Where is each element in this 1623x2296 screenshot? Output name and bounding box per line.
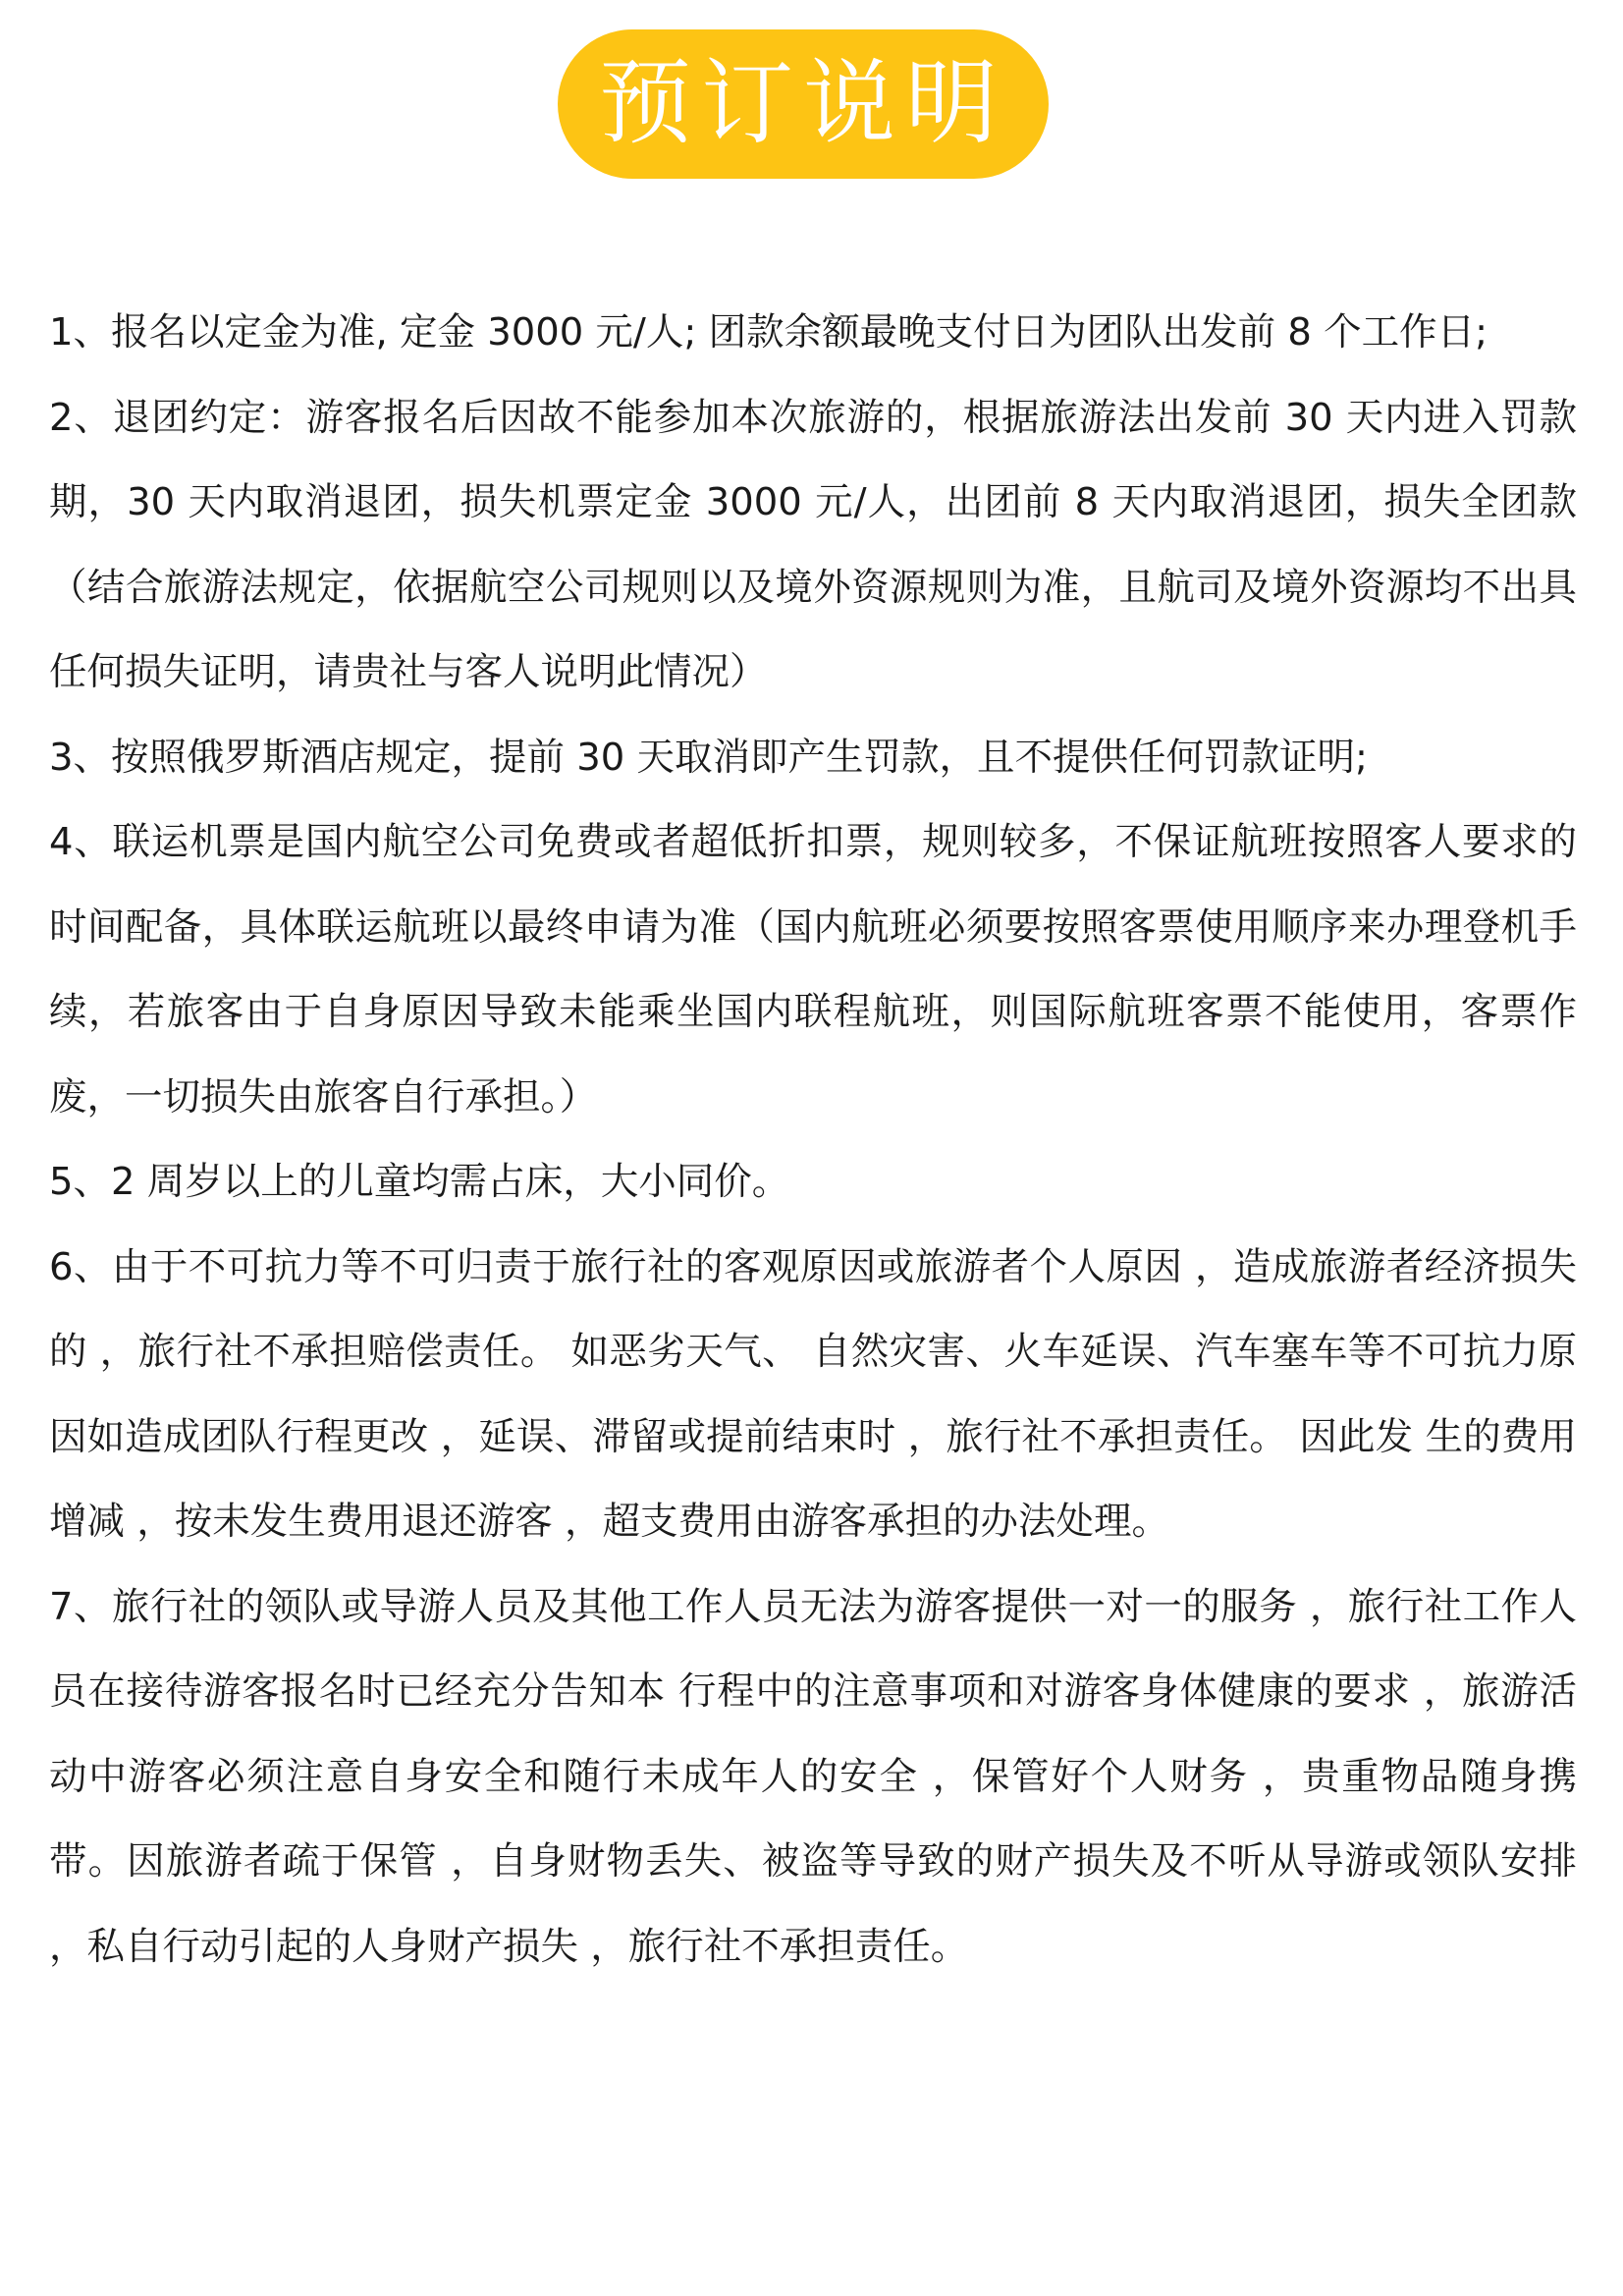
- page-title: 预订说明: [598, 50, 1007, 157]
- note-item-4: 4、联运机票是国内航空公司免费或者超低折扣票，规则较多，不保证航班按照客人要求的时间配备，具体联运航班以最终申请为准（国内航班必须要按照客票使用顺序来办理登机手续，若旅客由于自身原因导致未能乘坐国内联程航班，则国际航班客票不能使用，客票作废，一切损失由旅客自行承担。）: [49, 820, 1577, 1120]
- note-item-1: 1、报名以定金为准, 定金 3000 元/人; 团款余额最晚支付日为团队出发前 8 个工作日;: [49, 310, 1488, 355]
- note-item-2: 2、退团约定：游客报名后因故不能参加本次旅游的，根据旅游法出发前 30 天内进入罚款期，30 天内取消退团，损失机票定金 3000 元/人，出团前 8 天内取消退团，损失全团款（结合旅游法规定，依据航空公司规则以及境外资源规则为准，且航司及境外资源均不出具任何损失证明，请贵社与客人说明此情况）: [49, 395, 1577, 694]
- title-badge: [558, 29, 1049, 179]
- note-item-3: 3、按照俄罗斯酒店规定，提前 30 天取消即产生罚款，且不提供任何罚款证明;: [49, 735, 1368, 780]
- note-item-6: 6、由于不可抗力等不可归责于旅行社的客观原因或旅游者个人原因 ，造成旅游者经济损失的 ，旅行社不承担赔偿责任。 如恶劣天气、 自然灾害、火车延误、汽车塞车等不可抗力原因如造成团队行程更改 ，延误、滞留或提前结束时 ，旅行社不承担责任。 因此发 生的费用增减 ，按未发生费用退还游客 ，超支费用由游客承担的办法处理。: [49, 1244, 1577, 1544]
- note-item-7: 7、旅行社的领队或导游人员及其他工作人员无法为游客提供一对一的服务 ，旅行社工作人员在接待游客报名时已经充分告知本 行程中的注意事项和对游客身体健康的要求 ，旅游活动中游客必须注意自身安全和随行未成年人的安全 ，保管好个人财务 ，贵重物品随身携 带。因旅游者疏于保管 ，自身财物丢失、被盗等导致的财产损失及不听从导游或领队安排 ，私自行动引起的人身财产损失 ，旅行社不承担责任。: [49, 1584, 1577, 1969]
- booking-notes: [49, 291, 1577, 1990]
- note-item-5: 5、2 周岁以上的儿童均需占床，大小同价。: [49, 1160, 790, 1204]
